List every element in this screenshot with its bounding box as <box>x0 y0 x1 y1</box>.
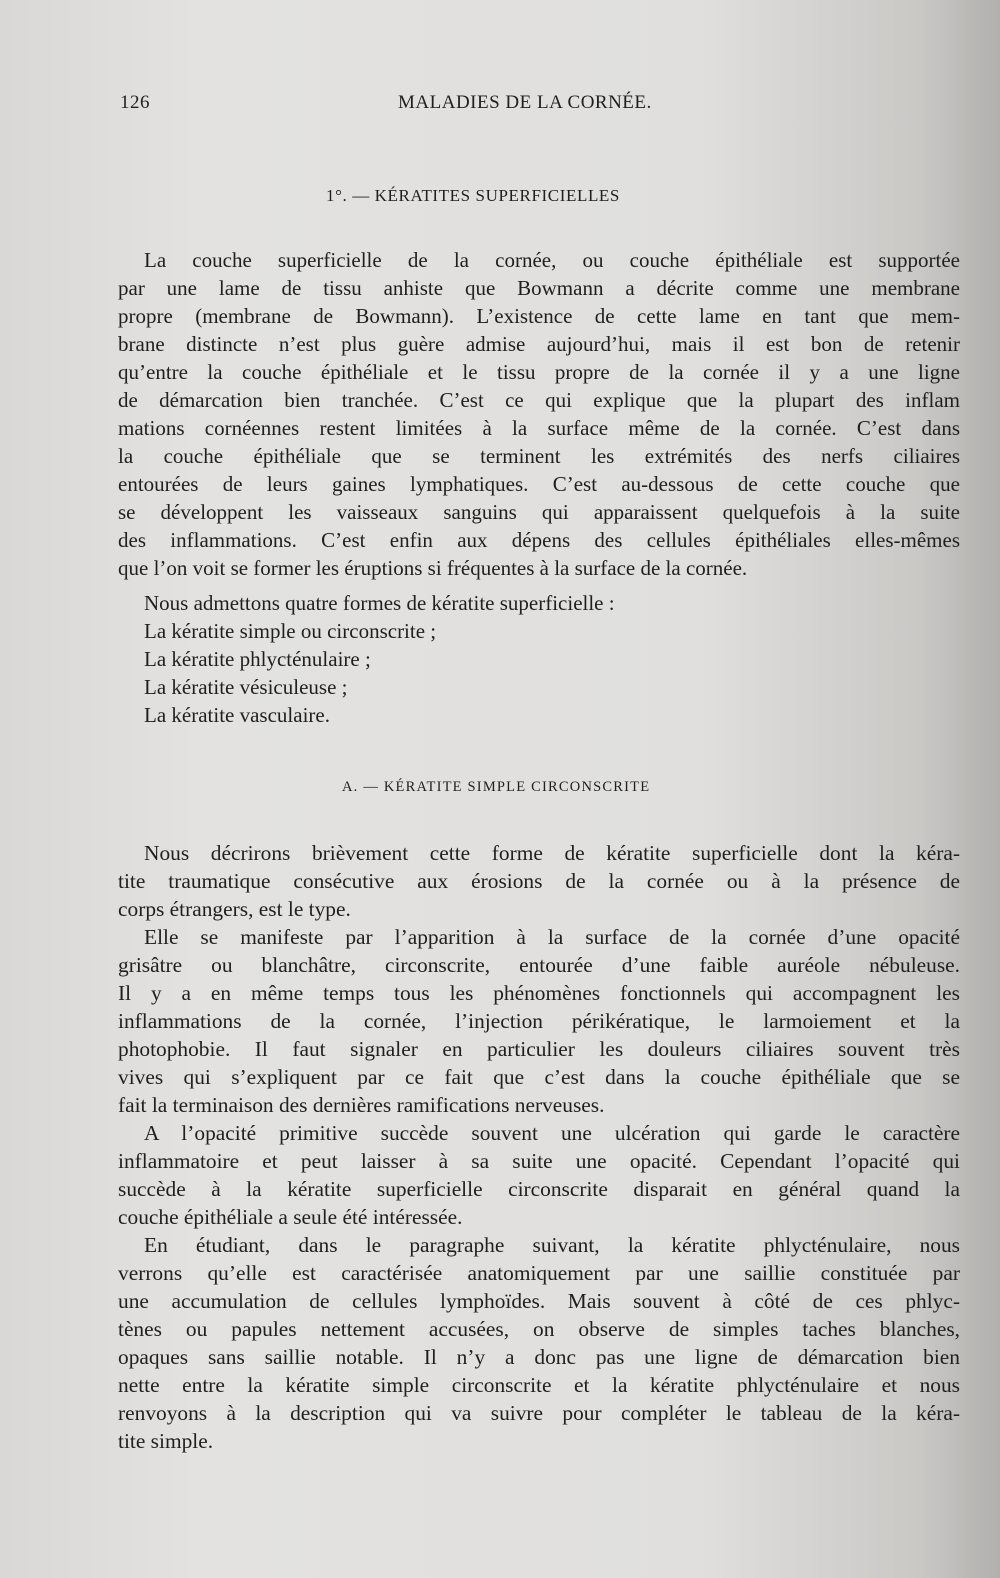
text-line: tite traumatique consécutive aux érosions de la cornée ou à la présence de <box>118 869 960 893</box>
text-line: mations cornéennes restent limitées à la surface même de la cornée. C’est dans <box>118 416 960 440</box>
text-line: qu’entre la couche épithéliale et le tissu propre de la cornée il y a une ligne <box>118 360 960 384</box>
forms-list-item: La kératite vésiculeuse ; <box>144 675 348 699</box>
section-heading: 1°. — KÉRATITES SUPERFICIELLES <box>326 186 620 205</box>
text-line: brane distincte n’est plus guère admise aujourd’hui, mais il est bon de retenir <box>118 332 960 356</box>
text-line: des inflammations. C’est enfin aux dépens des cellules épithéliales elles-mêmes <box>118 528 960 552</box>
text-line: verrons qu’elle est caractérisée anatomiquement par une saillie constituée par <box>118 1261 960 1285</box>
text-line: opaques sans saillie notable. Il n’y a donc pas une ligne de démarcation bien <box>118 1345 960 1369</box>
running-title: MALADIES DE LA CORNÉE. <box>398 92 652 113</box>
text-line: Nous décrirons brièvement cette forme de kératite superficielle dont la kéra- <box>144 841 960 865</box>
text-line: se développent les vaisseaux sanguins qui apparaissent quelquefois à la suite <box>118 500 960 524</box>
text-line: tite simple. <box>118 1429 214 1453</box>
text-line: propre (membrane de Bowmann). L’existence de cette lame en tant que mem- <box>118 304 960 328</box>
subsection-heading: A. — KÉRATITE SIMPLE CIRCONSCRITE <box>342 779 651 795</box>
forms-list-item: La kératite phlycténulaire ; <box>144 647 371 671</box>
text-line: En étudiant, dans le paragraphe suivant, la kératite phlycténulaire, nous <box>144 1233 960 1257</box>
text-line: fait la terminaison des dernières ramifications nerveuses. <box>118 1093 605 1117</box>
text-line: Elle se manifeste par l’apparition à la surface de la cornée d’une opacité <box>144 925 960 949</box>
text-line: inflammations de la cornée, l’injection périkératique, le larmoiement et la <box>118 1009 960 1033</box>
forms-list <box>118 617 960 729</box>
running-header <box>120 90 960 120</box>
intro-paragraph <box>118 246 960 582</box>
text-line: Il y a en même temps tous les phénomènes fonctionnels qui accompagnent les <box>118 981 960 1005</box>
text-line: corps étrangers, est le type. <box>118 897 351 921</box>
text-line: une accumulation de cellules lymphoïdes. Mais souvent à côté de ces phlyc- <box>118 1289 960 1313</box>
text-line: grisâtre ou blanchâtre, circonscrite, entourée d’une faible auréole nébuleuse. <box>118 953 960 977</box>
text-line: inflammatoire et peut laisser à sa suite une opacité. Cependant l’opacité qui <box>118 1149 960 1173</box>
text-line: tènes ou papules nettement accusées, on observe de simples taches blanches, <box>118 1317 960 1341</box>
text-line: la couche épithéliale que se terminent les extrémités des nerfs ciliaires <box>118 444 960 468</box>
forms-intro: Nous admettons quatre formes de kératite superficielle : <box>144 591 615 615</box>
text-line: La couche superficielle de la cornée, ou couche épithéliale est supportée <box>144 248 960 272</box>
text-line: photophobie. Il faut signaler en particulier les douleurs ciliaires souvent très <box>118 1037 960 1061</box>
forms-list-item: La kératite vasculaire. <box>144 703 330 727</box>
forms-list-item: La kératite simple ou circonscrite ; <box>144 619 437 643</box>
text-line: succède à la kératite superficielle circonscrite disparait en général quand la <box>118 1177 960 1201</box>
body-text <box>118 839 960 1455</box>
text-line: A l’opacité primitive succède souvent une ulcération qui garde le caractère <box>144 1121 960 1145</box>
text-line: de démarcation bien tranchée. C’est ce qui explique que la plupart des inflam <box>118 388 960 412</box>
text-line: renvoyons à la description qui va suivre pour compléter le tableau de la kéra- <box>118 1401 960 1425</box>
text-line: entourées de leurs gaines lymphatiques. C’est au-dessous de cette couche que <box>118 472 960 496</box>
text-line: vives qui s’expliquent par ce fait que c’est dans la couche épithéliale que se <box>118 1065 960 1089</box>
text-line: couche épithéliale a seule été intéressée. <box>118 1205 463 1229</box>
text-line: par une lame de tissu anhiste que Bowmann a décrite comme une membrane <box>118 276 960 300</box>
text-line: que l’on voit se former les éruptions si fréquentes à la surface de la cornée. <box>118 556 748 580</box>
page-number: 126 <box>120 92 150 113</box>
text-line: nette entre la kératite simple circonscrite et la kératite phlycténulaire et nous <box>118 1373 960 1397</box>
forms-section <box>118 589 960 729</box>
